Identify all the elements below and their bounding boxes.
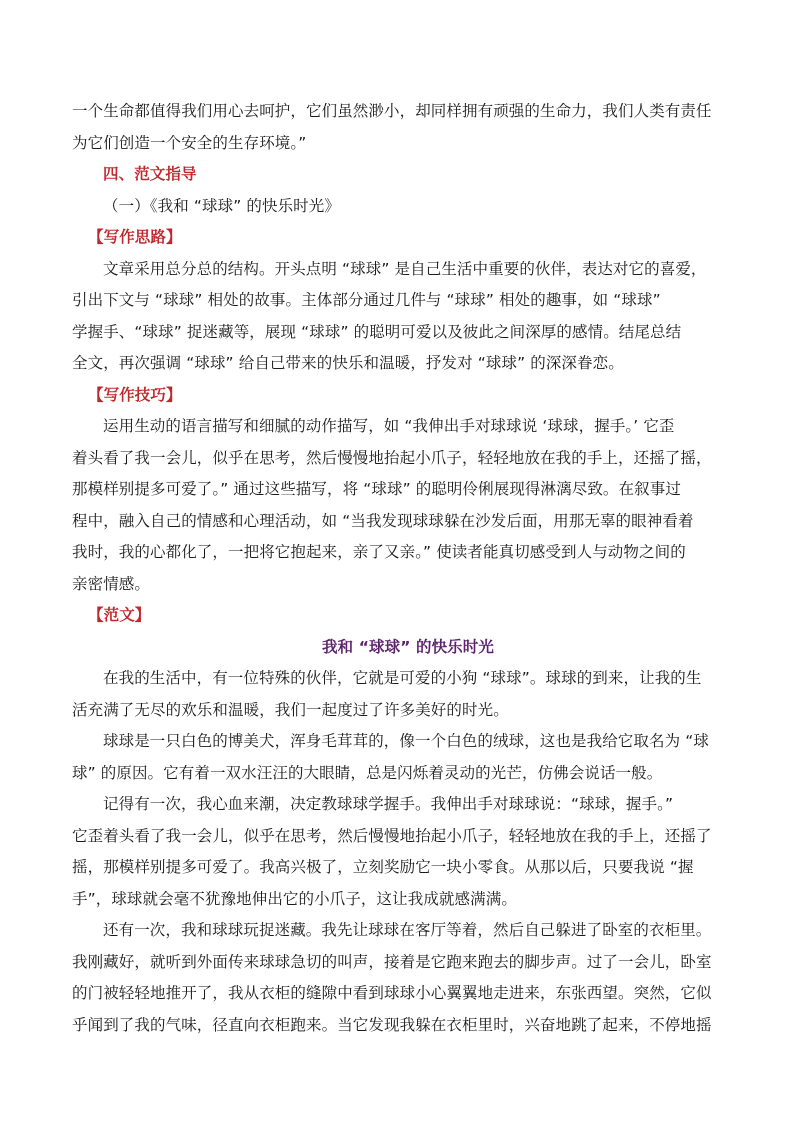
skills-line: 程中，融入自己的情感和心理活动，如 “当我发现球球躲在沙发后面，用那无辜的眼神看着 — [72, 511, 694, 530]
sub-heading: （一）《我和 “球球” 的快乐时光》 — [103, 196, 340, 215]
intro-line: 一个生命都值得我们用心去呵护，它们虽然渺小，却同样拥有顽强的生命力，我们人类有责任 — [72, 102, 712, 120]
skills-heading: 【写作技巧】 — [88, 385, 182, 404]
essay-line: 手”，球球就会毫不犹豫地伸出它的小爪子，这让我成就感满满。 — [72, 889, 517, 908]
essay-line: 的门被轻轻地推开了，我从衣柜的缝隙中看到球球小心翼翼地走进来，东张西望。突然，它似 — [72, 984, 712, 1002]
document-page — [72, 96, 724, 1041]
skills-line: 亲密情感。 — [72, 574, 151, 593]
essay-line: 球球是一只白色的博美犬，浑身毛茸茸的，像一个白色的绒球，这也是我给它取名为 “球 — [103, 732, 709, 750]
skills-line: 着头看了我一会儿，似乎在思考，然后慢慢地抬起小爪子，轻轻地放在我的手上，还摇了摇， — [72, 448, 712, 467]
essay-line: 我刚藏好，就听到外面传来球球急切的叫声，接着是它跑来跑去的脚步声。过了一会儿，卧室 — [72, 952, 712, 971]
intro-line: 为它们创造一个安全的生存环境。” — [72, 133, 307, 152]
section-heading: 四、范文指导 — [103, 165, 197, 183]
essay-line: 乎闻到了我的气味，径直向衣柜跑来。当它发现我躲在衣柜里时，兴奋地跳了起来，不停地摇 — [72, 1015, 712, 1034]
essay-line: 在我的生活中，有一位特殊的伙伴，它就是可爱的小狗 “球球”。球球的到来，让我的生 — [103, 669, 702, 687]
essay-line: 活充满了无尽的欢乐和温暖，我们一起度过了许多美好的时光。 — [72, 700, 509, 719]
essay-line: 摇，那模样别提多可爱了。我高兴极了，立刻奖励它一块小零食。从那以后，只要我说 “握 — [72, 858, 694, 876]
skills-line: 那模样别提多可爱了。” 通过这些描写，将 “球球” 的聪明伶俐展现得淋漓尽致。在叙事过 — [72, 480, 681, 498]
skills-line: 运用生动的语言描写和细腻的动作描写，如 “我伸出手对球球说 ‘球球，握手。’ 它歪 — [103, 417, 675, 435]
thinking-heading: 【写作思路】 — [88, 228, 182, 246]
thinking-line: 全文，再次强调 “球球” 给自己带来的快乐和温暖，抒发对 “球球” 的深深眷恋。 — [72, 354, 624, 372]
essay-line: 还有一次，我和球球玩捉迷藏。我先让球球在客厅等着，然后自己躲进了卧室的衣柜里。 — [103, 921, 712, 939]
essay-line: 它歪着头看了我一会儿，似乎在思考，然后慢慢地抬起小爪子，轻轻地放在我的手上，还摇了 — [72, 826, 712, 845]
essay-line: 球” 的原因。它有着一双水汪汪的大眼睛，总是闪烁着灵动的光芒，仿佛会说话一般。 — [72, 763, 663, 782]
essay-heading: 【范文】 — [88, 606, 151, 624]
essay-line: 记得有一次，我心血来潮，决定教球球学握手。我伸出手对球球说：“球球，握手。” — [103, 795, 674, 813]
essay-title: 我和 “球球” 的快乐时光 — [322, 637, 494, 656]
thinking-line: 文章采用总分总的结构。开头点明 “球球” 是自己生活中重要的伙伴，表达对它的喜爱， — [103, 259, 707, 278]
thinking-line: 引出下文与 “球球” 相处的故事。主体部分通过几件与 “球球” 相处的趣事，如 “球球” — [72, 291, 661, 309]
thinking-line: 学握手、“球球” 捉迷藏等，展现 “球球” 的聪明可爱以及彼此之间深厚的感情。结尾总结 — [72, 322, 682, 341]
skills-line: 我时，我的心都化了，一把将它抱起来，亲了又亲。” 使读者能真切感受到人与动物之间的 — [72, 543, 686, 561]
